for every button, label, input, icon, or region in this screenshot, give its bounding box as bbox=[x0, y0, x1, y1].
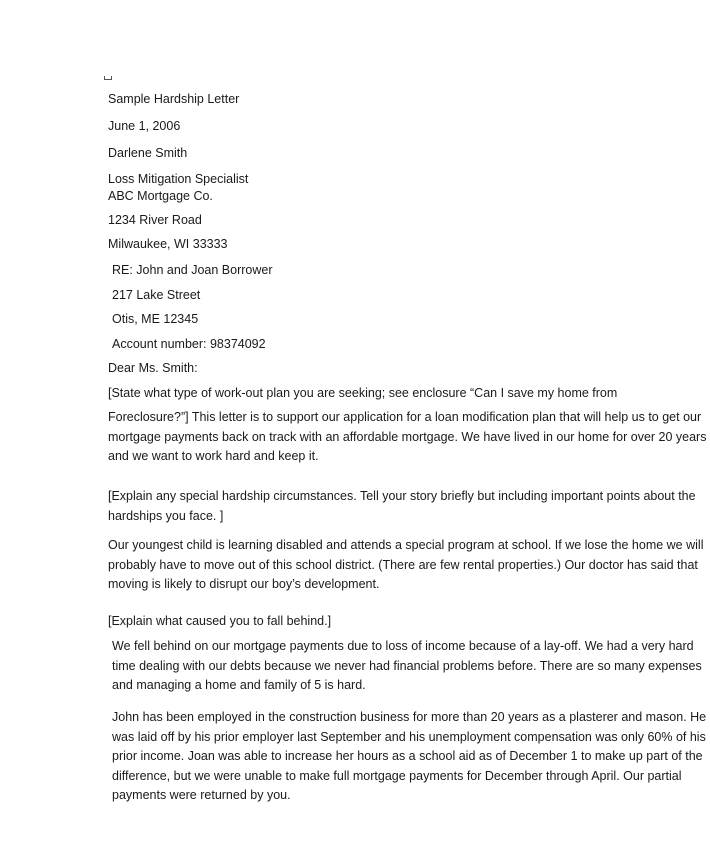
recipient-company: ABC Mortgage Co. bbox=[108, 189, 213, 203]
instruction-cause: [Explain what caused you to fall behind.] bbox=[108, 614, 332, 628]
salutation: Dear Ms. Smith: bbox=[108, 361, 198, 375]
recipient-street: 1234 River Road bbox=[108, 213, 202, 227]
re-city: Otis, ME 12345 bbox=[112, 312, 199, 326]
letter-date: June 1, 2006 bbox=[108, 119, 181, 133]
re-line: RE: John and Joan Borrower bbox=[112, 263, 273, 277]
recipient-position: Loss Mitigation Specialist bbox=[108, 172, 249, 186]
re-account: Account number: 98374092 bbox=[112, 337, 266, 351]
re-street: 217 Lake Street bbox=[112, 288, 201, 302]
paragraph-employment: John has been employed in the construction business for more than 20 years as a plasterer and mason. He was laid off by his prior employer last September and his unemployment compensation was only 60% of his prior income. Joan was able to increase her hours as a school aid as of December 1 to make up part of the difference, but we were unable to make full mortgage payments for December through April. Our partial payments were returned by you. bbox=[112, 710, 707, 802]
instruction-hardship: [Explain any special hardship circumstances. Tell your story briefly but including important points about the hardships you face. ] bbox=[108, 489, 696, 523]
header-marker bbox=[104, 76, 112, 80]
recipient-name: Darlene Smith bbox=[108, 146, 188, 160]
instruction-workout-plan: [State what type of work-out plan you are seeking; see enclosure “Can I save my home from bbox=[108, 386, 618, 400]
letter-title: Sample Hardship Letter bbox=[108, 92, 240, 106]
recipient-city: Milwaukee, WI 33333 bbox=[108, 237, 228, 251]
paragraph-fell-behind: We fell behind on our mortgage payments due to loss of income because of a lay-off. We had a very hard time dealing with our debts because we never had financial problems before. There are so many expenses and managing a home and family of 5 is hard. bbox=[112, 639, 702, 692]
paragraph-loan-modification: Foreclosure?”] This letter is to support our application for a loan modification plan that will help us to get our mortgage payments back on track with an affordable mortgage. We have lived in our home for over 20 years and we want to work hard and keep it. bbox=[108, 410, 707, 463]
paragraph-child-school: Our youngest child is learning disabled and attends a special program at school. If we lose the home we will probably have to move out of this school district. (There are few rental properties.) Our doctor has said that moving is likely to disrupt our boy’s development. bbox=[108, 538, 704, 591]
